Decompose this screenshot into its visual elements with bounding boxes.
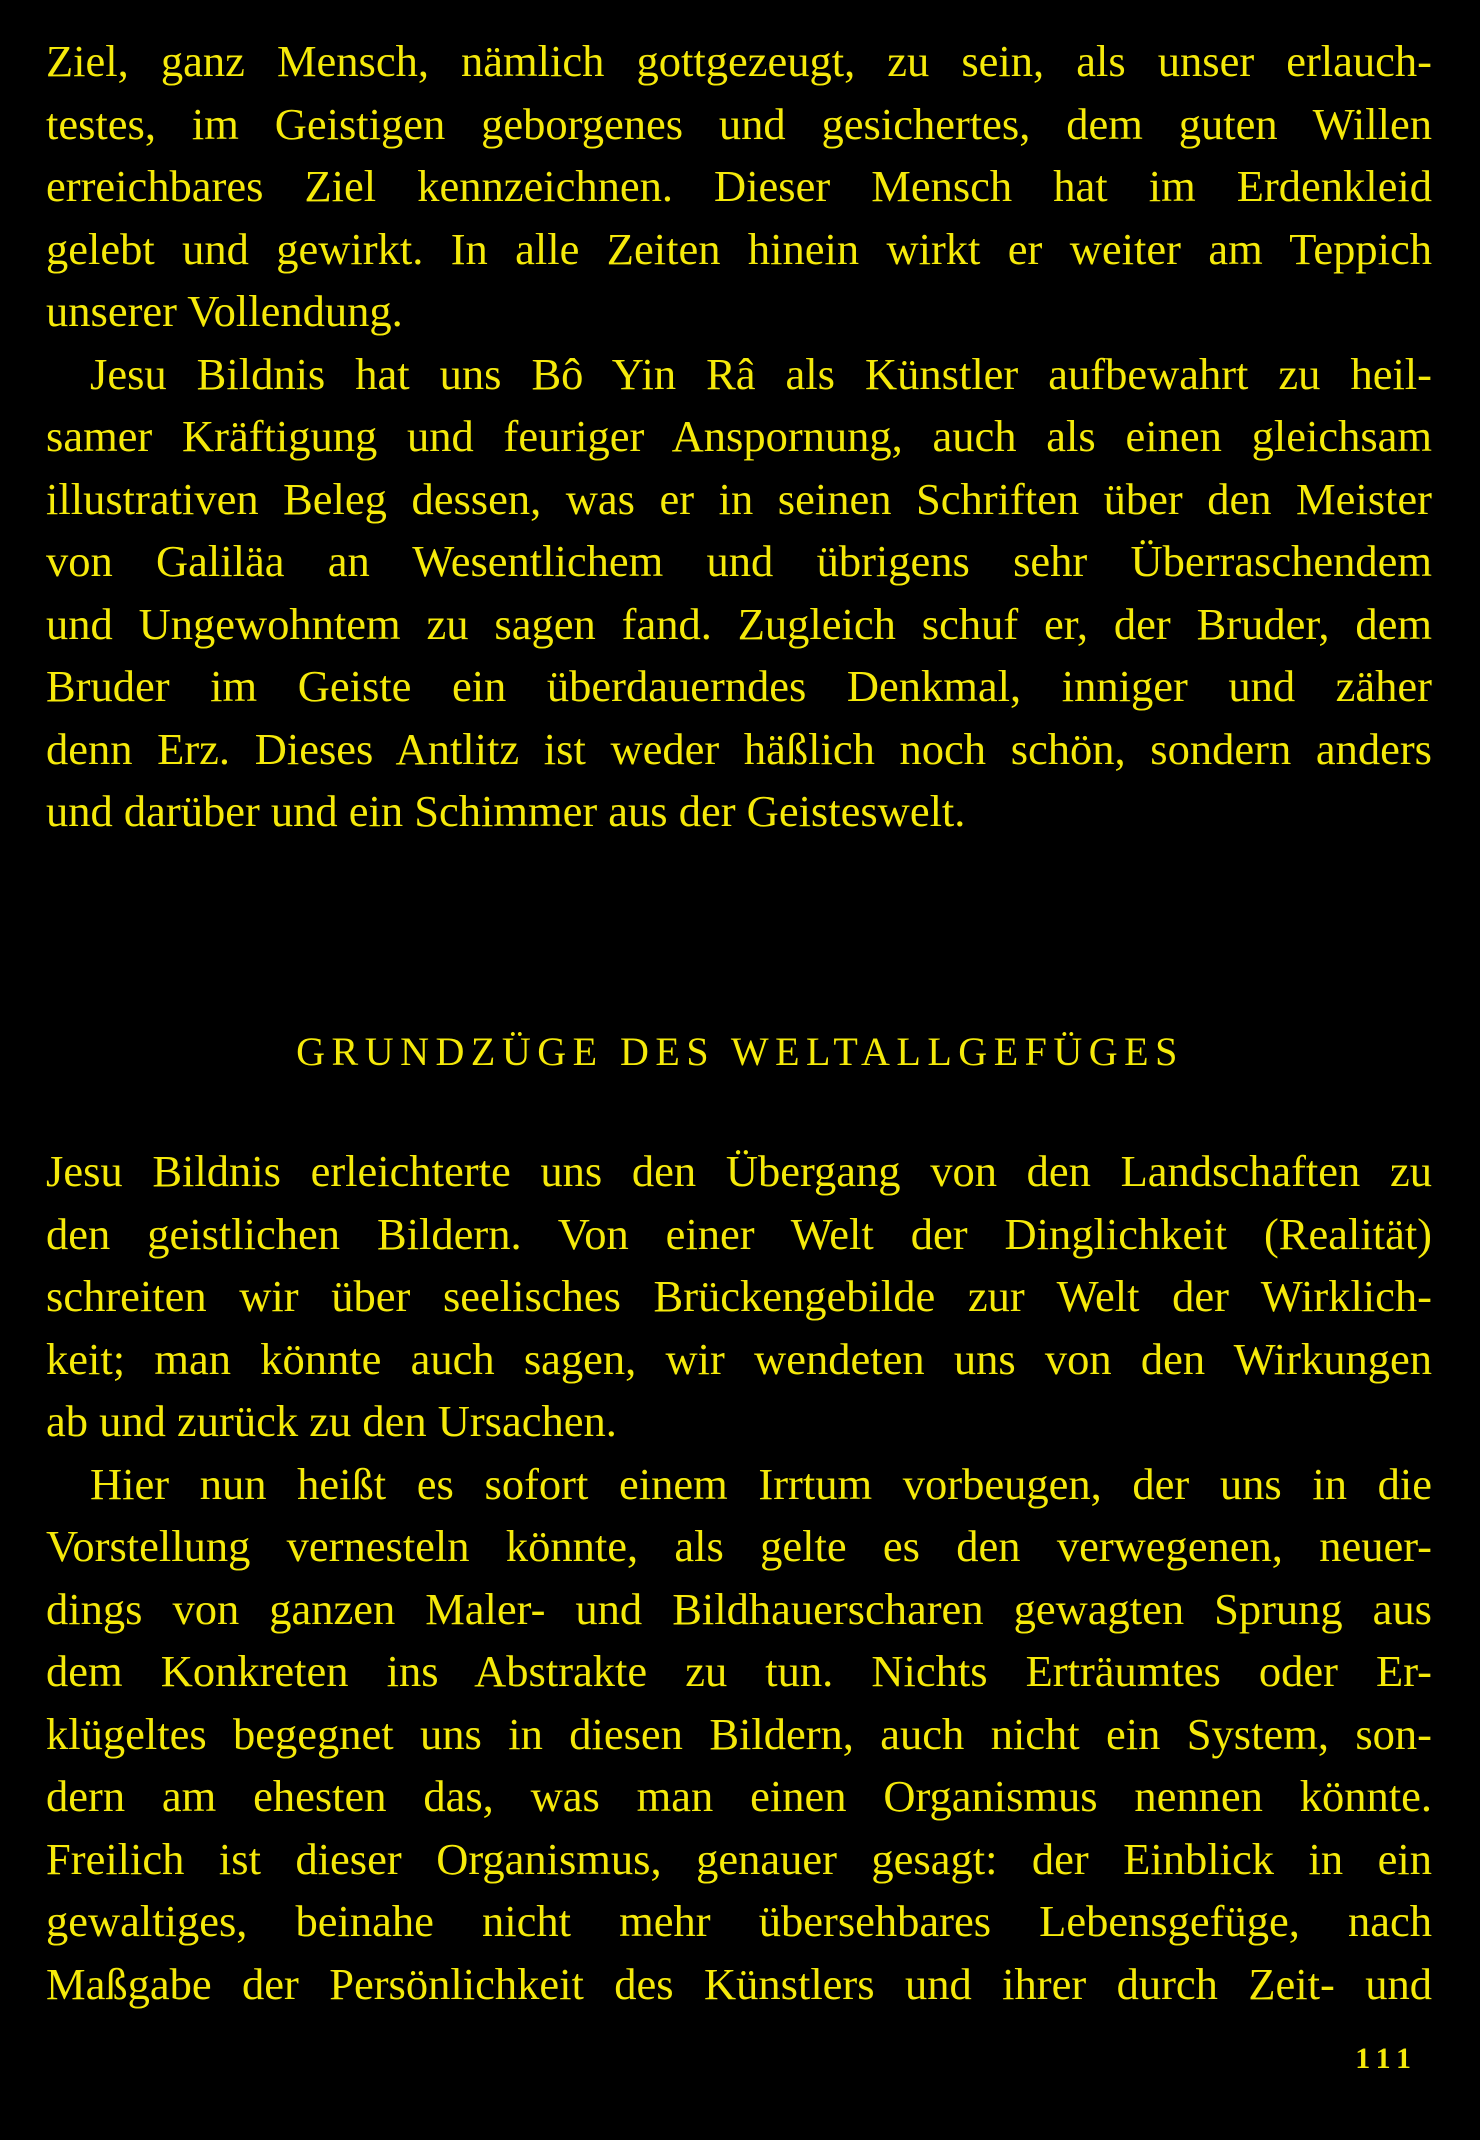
section-heading: GRUNDZÜGE DES WELTALLGEFÜGES xyxy=(296,1029,1184,1074)
text-line: ab und zurück zu den Ursachen. xyxy=(46,1396,617,1446)
text-line: samer Kräftigung und feuriger Anspornung, auch als einen gleichsam xyxy=(46,411,1432,461)
page-number: 111 xyxy=(1355,2042,1418,2075)
text-line: illustrativen Beleg dessen, was er in seinen Schriften über den Meister xyxy=(46,473,1432,524)
text-line: schreiten wir über seelisches Brückengebilde zur Welt der Wirklich- xyxy=(46,1271,1432,1321)
text-line: Maßgabe der Persönlichkeit des Künstlers und ihrer durch Zeit- und xyxy=(46,1958,1432,2009)
text-line: denn Erz. Dieses Antlitz ist weder häßlich noch schön, sondern anders xyxy=(46,723,1432,774)
text-line: gewaltiges, beinahe nicht mehr übersehbares Lebensgefüge, nach xyxy=(46,1896,1432,1946)
paragraph-block-top xyxy=(46,30,1432,843)
text-line: Jesu Bildnis hat uns Bô Yin Râ als Künstler aufbewahrt zu heil- xyxy=(90,348,1432,399)
text-line: erreichbares Ziel kennzeichnen. Dieser Mensch hat im Erdenkleid xyxy=(46,161,1432,211)
text-line: den geistlichen Bildern. Von einer Welt der Dinglichkeit (Realität) xyxy=(46,1208,1432,1259)
text-line: und darüber und ein Schimmer aus der Geisteswelt. xyxy=(46,786,966,836)
text-line: keit; man könnte auch sagen, wir wendeten uns von den Wirkungen xyxy=(46,1333,1432,1384)
text-line: und Ungewohntem zu sagen fand. Zugleich schuf er, der Bruder, dem xyxy=(46,598,1432,649)
text-line: dem Konkreten ins Abstrakte zu tun. Nichts Erträumtes oder Er- xyxy=(46,1646,1432,1696)
text-line: dings von ganzen Maler- und Bildhauerscharen gewagten Sprung aus xyxy=(46,1583,1432,1634)
text-line: gelebt und gewirkt. In alle Zeiten hinein wirkt er weiter am Teppich xyxy=(46,223,1432,274)
text-line: Ziel, ganz Mensch, nämlich gottgezeugt, zu sein, als unser erlauch- xyxy=(46,36,1432,86)
text-line: Bruder im Geiste ein überdauerndes Denkmal, inniger und zäher xyxy=(46,661,1432,711)
text-line: unserer Vollendung. xyxy=(46,286,403,336)
text-line: Jesu Bildnis erleichterte uns den Übergang von den Landschaften zu xyxy=(46,1146,1432,1196)
text-line: dern am ehesten das, was man einen Organismus nennen könnte. xyxy=(46,1771,1432,1821)
text-line: Freilich ist dieser Organismus, genauer gesagt: der Einblick in ein xyxy=(46,1833,1432,1884)
text-line: Hier nun heißt es sofort einem Irrtum vorbeugen, der uns in die xyxy=(90,1458,1432,1509)
text-line: testes, im Geistigen geborgenes und gesichertes, dem guten Willen xyxy=(46,98,1432,149)
text-line: von Galiläa an Wesentlichem und übrigens sehr Überraschendem xyxy=(46,536,1432,586)
text-line: klügeltes begegnet uns in diesen Bildern, auch nicht ein System, son- xyxy=(46,1708,1432,1759)
text-line: Vorstellung vernesteln könnte, als gelte es den verwegenen, neuer- xyxy=(46,1521,1432,1571)
paragraph-block-bottom xyxy=(46,1140,1432,2015)
